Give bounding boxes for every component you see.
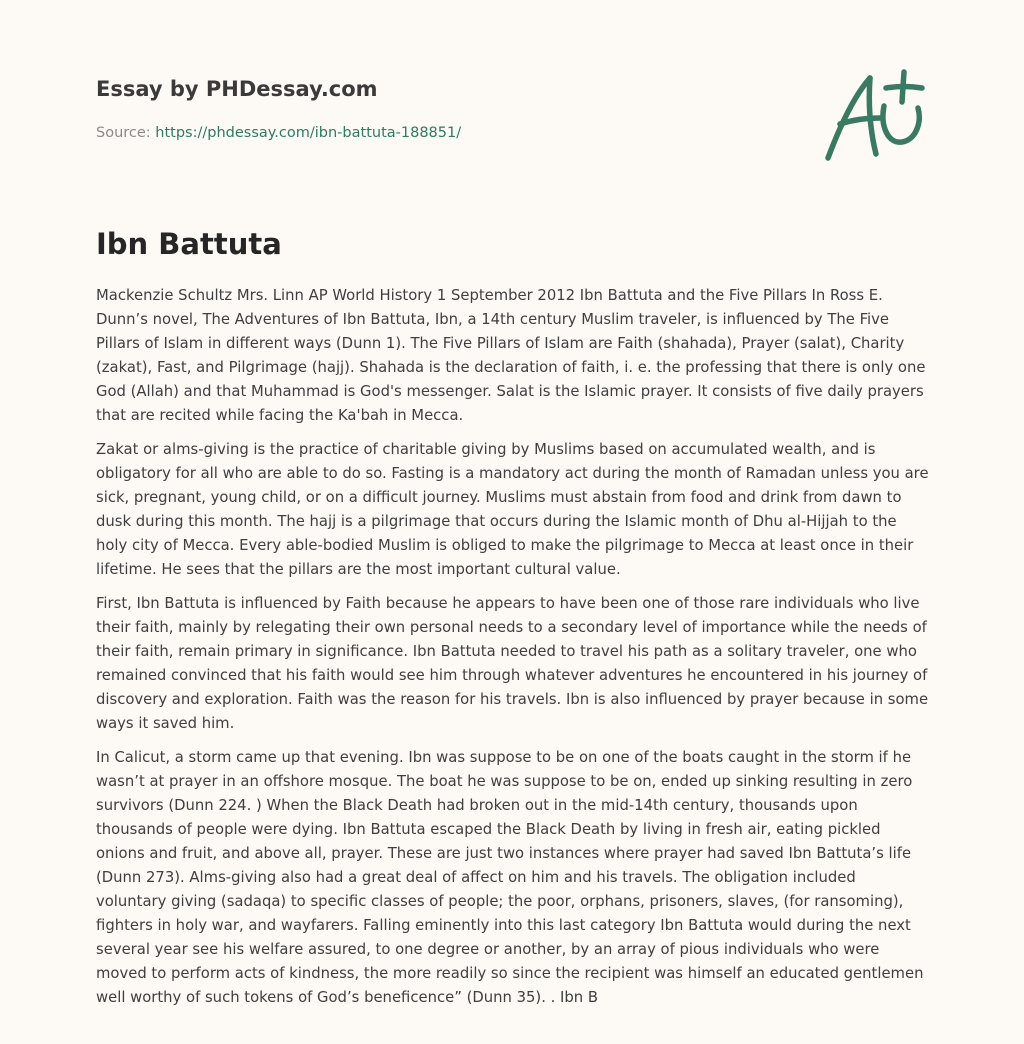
essay-body [96,284,930,1020]
source-link[interactable]: https://phdessay.com/ibn-battuta-188851/ [155,125,462,141]
essay-paragraph-2: Zakat or alms-giving is the practice of charitable giving by Muslims based on accumulated wealth, and is obligatory for all who are able to do so. Fasting is a mandatory act during the month of Ramadan unless you are sick, pregnant, young child, or on a difficult journey. Muslims must abstain from food and drink from dawn to dusk during this month. The hajj is a pilgrimage that occurs during the Islamic month of Dhu al-Hijjah to the holy city of Mecca. Every able-bodied Muslim is obliged to make the pilgrimage to Mecca at least once in their lifetime. He sees that the pillars are the most important cultural value. [96,441,929,578]
a-plus-logo-graphic [818,66,930,166]
essay-title: Ibn Battuta [96,227,282,261]
essay-paragraph-4: In Calicut, a storm came up that evening. Ibn was suppose to be on one of the boats caught in the storm if he wasn’t at prayer in an offshore mosque. The boat he was suppose to be on, ended up sinking resulting in zero survivors (Dunn 224. ) When the Black Death had broken out in the mid-14th century, thousands upon thousands of people were dying. Ibn Battuta escaped the Black Death by living in fresh air, eating pickled onions and fruit, and above all, prayer. These are just two instances where prayer had saved Ibn Battuta’s life (Dunn 273). Alms-giving also had a great deal of affect on him and his travels. The obligation included voluntary giving (sadaqa) to specific classes of people; the poor, orphans, prisoners, slaves, (for ransoming), fighters in holy war, and wayfarers. Falling eminently into this last category Ibn Battuta would during the next several year see his welfare assured, to one degree or another, by an array of pious individuals who were moved to perform acts of kindness, the more readily so since the recipient was himself an educated gentlemen well worthy of such tokens of God’s beneficence” (Dunn 35). . Ibn B [96,749,924,1006]
a-plus-logo-icon [818,66,930,166]
site-title: Essay by PHDessay.com [96,77,378,101]
page-header [96,74,816,144]
source-label: Source: [96,125,151,141]
essay-paragraph-1: Mackenzie Schultz Mrs. Linn AP World History 1 September 2012 Ibn Battuta and the Five Pillars In Ross E. Dunn’s novel, The Adventures of Ibn Battuta, Ibn, a 14th century Muslim traveler, is influenced by The Five Pillars of Islam in different ways (Dunn 1). The Five Pillars of Islam are Faith (shahada), Prayer (salat), Charity (zakat), Fast, and Pilgrimage (hajj). Shahada is the declaration of faith, i. e. the professing that there is only one God (Allah) and that Muhammad is God's messenger. Salat is the Islamic prayer. It consists of five daily prayers that are recited while facing the Ka'bah in Mecca. [96,287,926,424]
essay-paragraph-3: First, Ibn Battuta is influenced by Faith because he appears to have been one of those rare individuals who live their faith, mainly by relegating their own personal needs to a secondary level of importance while the needs of their faith, remain primary in significance. Ibn Battuta needed to travel his path as a solitary traveler, one who remained convinced that his faith would see him through whatever adventures he encountered in his journey of discovery and exploration. Faith was the reason for his travels. Ibn is also influenced by prayer because in some ways it saved him. [96,595,929,732]
source-line [96,122,816,144]
